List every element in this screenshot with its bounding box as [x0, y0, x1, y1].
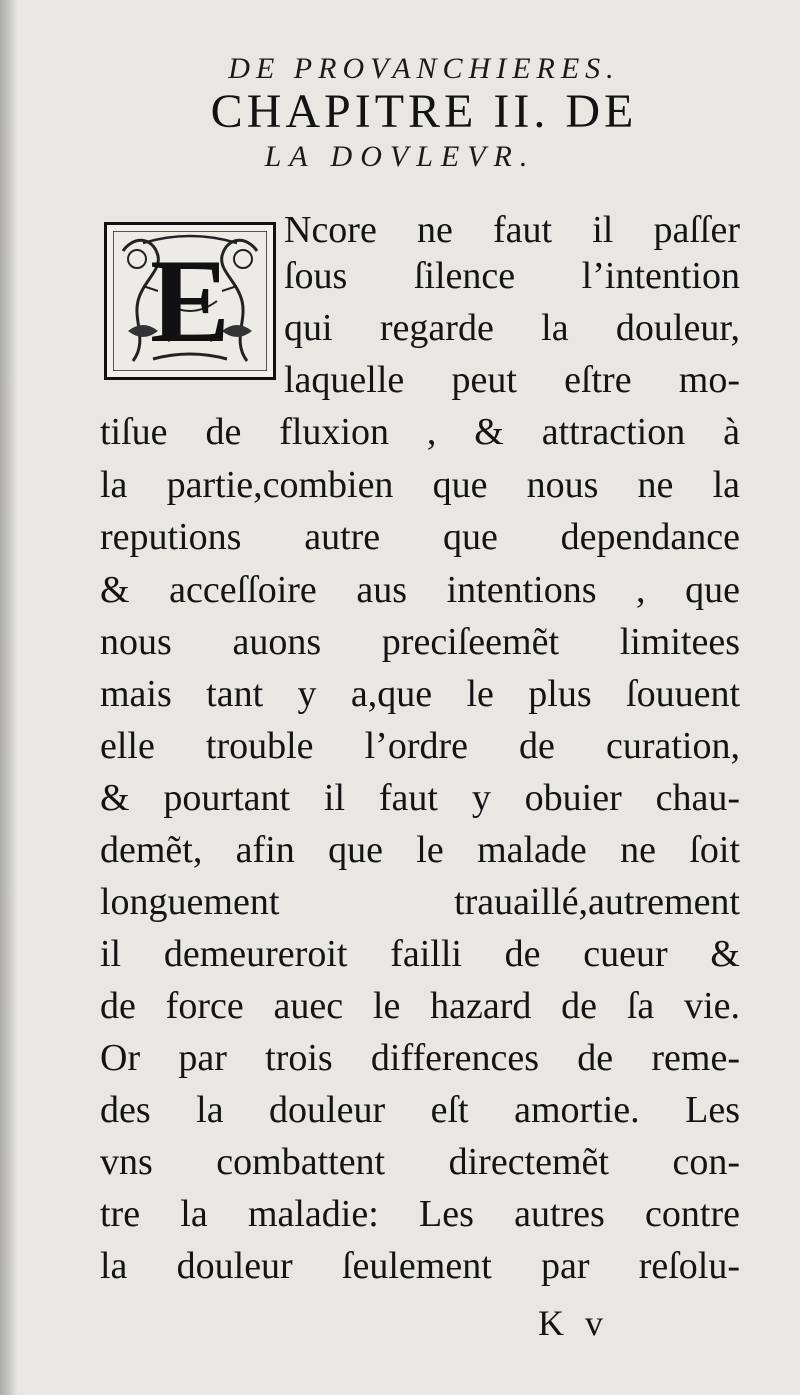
chapter-title: CHAPITRE II. DE [210, 85, 638, 138]
text-line: laquelle peut eſtre mo- [284, 359, 740, 401]
text-line: Or par trois differences de reme- [100, 1037, 740, 1079]
text-line: demẽt, afin que le malade ne ſoit [100, 829, 740, 871]
text-line: de force auec le hazard de ſa vie. [100, 985, 740, 1027]
text-line: ſous ſilence l’intention [284, 255, 740, 297]
running-head: DE PROVANCHIERES. [228, 52, 620, 85]
initial-letter: E [149, 234, 231, 367]
text-line: & acceſſoire aus intentions , que [100, 569, 740, 611]
text-line: vns combattent directemẽt con- [100, 1141, 740, 1183]
text-line: tre la maladie: Les autres contre [100, 1193, 740, 1235]
text-line: des la douleur eſt amortie. Les [100, 1089, 740, 1131]
text-line: nous auons preciſeemẽt limitees [100, 621, 740, 663]
chapter-subtitle: LA DOVLEVR. [264, 140, 536, 173]
text-line: qui regarde la douleur, [284, 307, 740, 349]
text-line: la douleur ſeulement par reſolu- [100, 1245, 740, 1287]
text-line: & pourtant il faut y obuier chau- [100, 777, 740, 819]
text-line: tiſue de fluxion , & attraction à [100, 411, 740, 453]
text-line: Ncore ne faut il paſſer [284, 209, 740, 251]
text-line: reputions autre que dependance [100, 516, 740, 558]
text-line: elle trouble l’ordre de curation, [100, 725, 740, 767]
text-line: il demeureroit failli de cueur & [100, 933, 740, 975]
text-line: longuement trauaillé,autrement [100, 881, 740, 923]
text-line: mais tant y a,que le plus ſouuent [100, 673, 740, 715]
signature-mark: K v [538, 1303, 609, 1343]
text-line: la partie,combien que nous ne la [100, 464, 740, 506]
